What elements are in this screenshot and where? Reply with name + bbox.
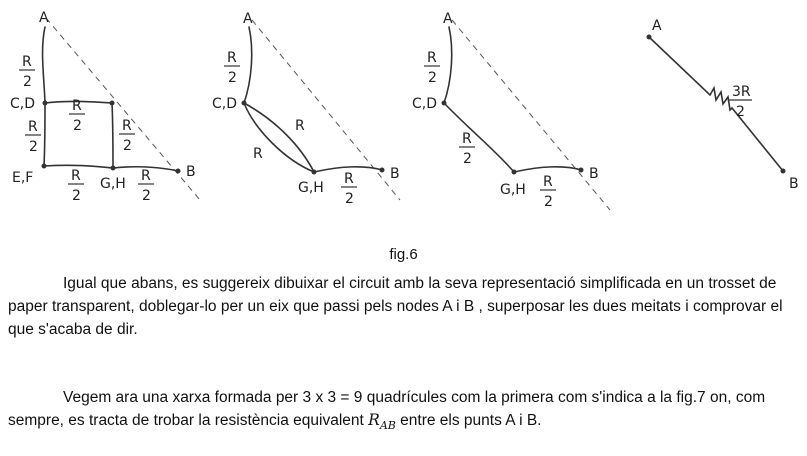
- svg-text:2: 2: [72, 188, 81, 204]
- svg-text:R: R: [22, 54, 32, 70]
- svg-text:R: R: [141, 168, 151, 184]
- svg-text:R: R: [227, 50, 237, 66]
- svg-text:R: R: [427, 50, 437, 66]
- svg-text:R: R: [462, 131, 472, 147]
- svg-text:B: B: [390, 166, 400, 182]
- svg-text:2: 2: [23, 74, 32, 90]
- node-b-label: B: [186, 164, 196, 180]
- svg-text:2: 2: [73, 118, 82, 134]
- panel-4-equivalent: [647, 18, 799, 192]
- svg-text:2: 2: [428, 70, 437, 86]
- svg-text:R: R: [72, 98, 82, 114]
- equivalent-resistance-symbol: $R_{AB}$: [368, 411, 396, 433]
- paragraph-2: Vegem ara una xarxa formada per 3 x 3 = 9 quadrícules com la primera com s'indica a la fig.7 on, com sempre, es tracta de trobar la resistència equivalent $R_{AB}$ entre els punts A i B.: [8, 389, 766, 433]
- paragraph-1: Igual que abans, es suggereix dibuixar el circuit amb la seva representació simplificada en un trosset de paper transparent, doblegar-lo per un eix que passi pels nodes A i B , superposar les dues meitats i comprovar el que s'acaba de dir.: [8, 275, 783, 338]
- svg-text:R: R: [28, 119, 38, 135]
- svg-text:G,H: G,H: [298, 180, 324, 196]
- panel-1-original-circuit: [10, 10, 200, 204]
- svg-text:R: R: [295, 118, 305, 134]
- svg-text:2: 2: [463, 151, 472, 167]
- svg-text:2: 2: [123, 138, 132, 154]
- svg-text:A: A: [652, 18, 662, 34]
- panel-2-merged-nodes: [212, 11, 400, 207]
- svg-text:2: 2: [142, 188, 151, 204]
- panel-3-parallel-reduced: [412, 11, 610, 210]
- node-ef-label: E,F: [12, 170, 34, 186]
- node-cd-label: C,D: [10, 96, 36, 112]
- svg-text:G,H: G,H: [500, 182, 526, 198]
- svg-text:R: R: [344, 171, 354, 187]
- svg-text:2: 2: [544, 194, 553, 210]
- node-gh-label: G,H: [100, 176, 126, 192]
- svg-text:2: 2: [736, 104, 745, 120]
- svg-text:2: 2: [29, 139, 38, 155]
- svg-text:A: A: [243, 11, 253, 27]
- svg-text:B: B: [589, 166, 599, 182]
- svg-text:R: R: [122, 118, 132, 134]
- svg-text:3R: 3R: [732, 84, 751, 100]
- svg-text:R: R: [253, 146, 263, 162]
- figure-caption: fig.6: [389, 246, 418, 263]
- svg-text:R: R: [71, 168, 81, 184]
- svg-text:B: B: [789, 176, 799, 192]
- svg-text:2: 2: [228, 70, 237, 86]
- svg-text:C,D: C,D: [412, 96, 438, 112]
- svg-text:R: R: [543, 174, 553, 190]
- svg-text:C,D: C,D: [212, 96, 238, 112]
- node-a-label: A: [39, 10, 49, 26]
- svg-text:2: 2: [345, 191, 354, 207]
- svg-text:A: A: [443, 11, 453, 27]
